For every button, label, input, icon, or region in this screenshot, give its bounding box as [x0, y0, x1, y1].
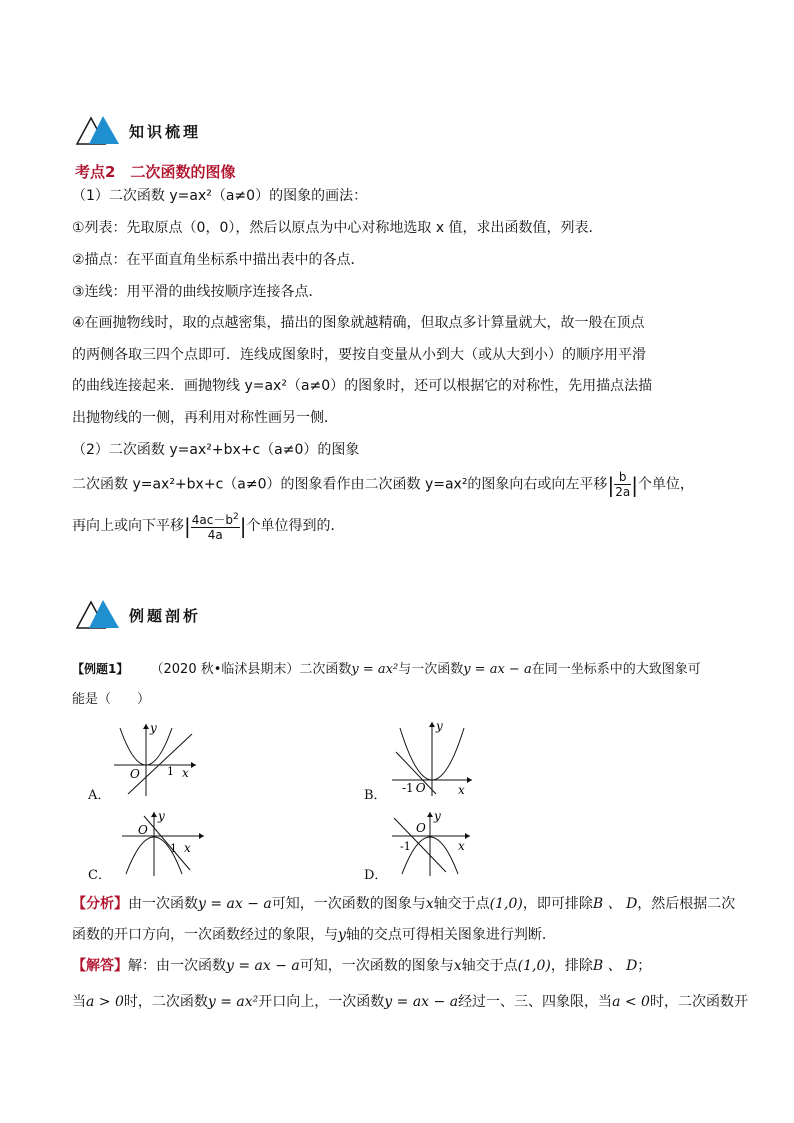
text: 开口向上，一次函数 — [258, 994, 385, 1010]
text: ，然后根据二次 — [637, 896, 736, 912]
equation: y = ax − a — [463, 662, 532, 677]
paragraph: ④在画抛物线时，取的点越密集，描出的图象就越精确，但取点多计算量就大，故一般在顶点 — [72, 315, 645, 331]
answer-line-1 — [72, 956, 651, 976]
text: 与一次函数 — [398, 662, 464, 677]
section-title-example: 例题剖析 — [129, 607, 202, 625]
paragraph: 的曲线连接起来．画抛物线 y=ax²（a≠0）的图象时，还可以根据它的对称性，先用描点法描 — [72, 378, 653, 394]
analysis-line-2 — [72, 925, 556, 945]
text: 个单位得到的． — [246, 518, 345, 534]
origin-label: O — [130, 767, 140, 781]
option-c-label[interactable]: C． — [88, 868, 111, 883]
kaodian-title: 考点2 二次函数的图像 — [75, 163, 236, 181]
answer-line-2 — [72, 992, 748, 1012]
paragraph: 出抛物线的一侧，再利用对称性画另一侧． — [72, 410, 338, 426]
answer-label: 【解答】 — [72, 958, 128, 974]
paragraph: ②描点：在平面直角坐标系中描出表中的各点． — [72, 252, 365, 268]
var: x — [425, 896, 434, 912]
y-arrow — [427, 812, 433, 817]
text: 轴的交点可得相关图象进行判断． — [345, 927, 556, 943]
y-label: y — [150, 721, 157, 735]
text: 经过一、三、四象限，当 — [458, 994, 613, 1010]
tick-neg-1: -1 — [400, 840, 411, 853]
option-a-graph — [108, 720, 200, 798]
condition: a > 0 — [86, 994, 124, 1010]
equation: y = ax² — [351, 662, 399, 677]
option-b-label[interactable]: B． — [364, 788, 387, 803]
y-label: y — [434, 810, 441, 823]
text: 当 — [72, 994, 86, 1010]
fraction — [191, 510, 240, 542]
abs-bar: | — [184, 514, 191, 538]
neg-one-origin-label — [402, 781, 426, 795]
y-label: y — [158, 810, 165, 823]
numerator: b — [614, 470, 631, 485]
text: （2020 秋•临沭县期末）二次函数 — [150, 662, 352, 677]
y-arrow — [429, 722, 435, 727]
text: 可知，一次函数的图象与 — [271, 896, 426, 912]
tick-neg-1: -1 — [402, 781, 414, 795]
text: 时，二次函数 — [123, 994, 208, 1010]
abs-bar: | — [631, 472, 638, 497]
text: 个单位， — [637, 476, 694, 493]
var: x — [453, 958, 462, 974]
y-label: y — [436, 719, 443, 733]
text: 在同一坐标系中的大致图象可 — [531, 662, 701, 677]
option-a-label[interactable]: A． — [88, 788, 111, 803]
option-c-graph — [118, 810, 208, 878]
text: 由一次函数 — [128, 896, 198, 912]
var: y — [338, 927, 346, 943]
tick-1: 1 — [167, 765, 174, 778]
tick-1: 1 — [170, 842, 177, 855]
denominator: 2a — [615, 485, 631, 499]
equation: y = ax − a — [384, 994, 459, 1010]
equation: y = ax − a — [198, 896, 272, 912]
x-arrow — [467, 777, 472, 783]
equation: y = ax − a — [226, 958, 300, 974]
paragraph-shift-horizontal — [72, 470, 694, 499]
x-label: x — [182, 766, 189, 780]
x-arrow — [199, 833, 204, 839]
text: ，排除 — [550, 958, 593, 974]
x-label: x — [458, 783, 465, 797]
x-label: x — [184, 841, 191, 855]
section-title-knowledge: 知识梳理 — [129, 123, 202, 141]
example-tag: 【例题1】 — [72, 662, 129, 676]
origin-label: O — [416, 821, 426, 835]
abs-bar: | — [607, 472, 615, 497]
analysis-line-1 — [72, 894, 735, 914]
numerator: $4ac-b^2$ — [191, 512, 239, 527]
text: 轴交于点 — [433, 896, 490, 912]
paragraph: ③连线：用平滑的曲线按顺序连接各点． — [72, 284, 323, 300]
numerator-text: 4ac－b — [191, 513, 233, 527]
text: 时，二次函数开 — [649, 994, 748, 1010]
x-label: x — [458, 839, 465, 853]
y-arrow — [143, 724, 149, 729]
denominator: 4a — [207, 528, 223, 542]
y-arrow — [151, 812, 157, 817]
abs-bar: | — [239, 514, 247, 538]
example-stem — [72, 659, 701, 680]
option-d-label[interactable]: D． — [364, 868, 388, 883]
text: 轴交于点 — [461, 958, 518, 974]
point: (1,0) — [489, 896, 523, 912]
example-stem-cont: 能是（ ） — [72, 692, 151, 707]
x-arrow — [465, 833, 470, 839]
text: 再向上或向下平移 — [72, 518, 184, 534]
text: 函数的开口方向，一次函数经过的象限，与 — [72, 927, 338, 943]
text: 解：由一次函数 — [128, 958, 226, 974]
text: 二次函数 y=ax²+bx+c（a≠0）的图象看作由二次函数 y=ax²的图象向右或向左平移 — [72, 476, 608, 493]
paragraph: 的两侧各取三四个点即可．连线成图象时，要按自变量从小到大（或从大到小）的顺序用平滑 — [72, 347, 646, 363]
equation: y = ax² — [207, 994, 259, 1010]
text: ，即可排除 — [522, 896, 593, 912]
options-ref: B 、 D — [592, 896, 638, 912]
condition: a < 0 — [612, 994, 650, 1010]
paragraph: （2）二次函数 y=ax²+bx+c（a≠0）的图象 — [72, 442, 360, 458]
origin-label: O — [415, 781, 426, 795]
origin-label: O — [138, 823, 148, 837]
option-b-graph — [388, 718, 480, 798]
paragraph: ①列表：先取原点（0，0），然后以原点为中心对称地选取 x 值，求出函数值，列表． — [72, 220, 603, 236]
option-d-graph — [388, 810, 478, 878]
text: 可知，一次函数的图象与 — [299, 958, 454, 974]
options-ref: B 、 D — [592, 958, 638, 974]
paragraph: （1）二次函数 y=ax²（a≠0）的图象的画法： — [72, 188, 368, 204]
line-graph — [128, 734, 192, 794]
triangle-logo-icon — [75, 596, 123, 630]
fraction — [614, 470, 631, 499]
analysis-label: 【分析】 — [72, 896, 128, 912]
text: ； — [637, 958, 652, 974]
triangle-logo-icon — [75, 112, 123, 146]
x-arrow — [191, 762, 196, 768]
paragraph-shift-vertical — [72, 510, 344, 542]
point: (1,0) — [517, 958, 551, 974]
